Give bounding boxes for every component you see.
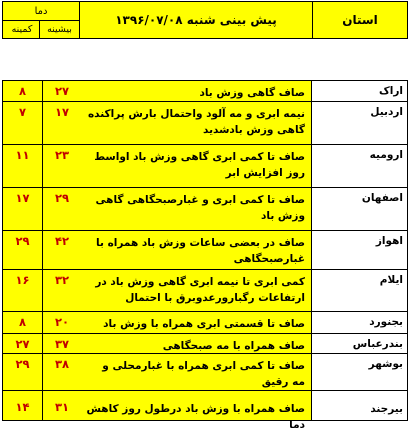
forecast-cell: صاف در بعضی ساعات وزش باد همراه با غبارصبحگاهی [79, 231, 311, 269]
province-cell: بیرجند [311, 391, 407, 420]
min-temp-cell: ۱۶ [3, 270, 42, 311]
province-cell: بوشهر [311, 354, 407, 390]
table-row [2, 312, 408, 334]
min-temp-cell: ۲۷ [3, 334, 42, 353]
min-temp-header: کمینه [11, 24, 33, 35]
max-temp-cell: ۳۸ [42, 354, 81, 390]
min-temp-cell: ۲۹ [3, 231, 42, 269]
max-temp-cell: ۲۷ [42, 81, 81, 101]
forecast-cell: صاف تا کمی ابری و غبارصبحگاهی گاهی وزش باد [79, 188, 311, 230]
max-temp-cell: ۳۱ [42, 391, 81, 420]
forecast-table [2, 80, 408, 431]
province-cell: بندرعباس [311, 334, 407, 353]
max-temp-cell: ۳۷ [42, 334, 81, 353]
forecast-title: پیش بینی شنبه ۱۳۹۶/۰۷/۰۸ [79, 1, 313, 39]
forecast-cell: کمی ابری تا نیمه ابری گاهی وزش باد در ارتفاعات رگبارورعدوبرق با احتمال [79, 270, 311, 311]
province-cell: اراک [311, 81, 407, 101]
table-row [2, 80, 408, 102]
table-row [2, 391, 408, 431]
max-temp-cell: ۲۹ [42, 188, 81, 230]
min-temp-cell: ۲۹ [3, 354, 42, 390]
forecast-cell: صاف گاهی وزش باد [79, 81, 311, 101]
max-temp-header: بیشینه [39, 20, 79, 39]
max-temp-cell: ۲۳ [42, 145, 81, 187]
min-temp-cell: ۱۴ [3, 391, 42, 420]
table-row [2, 231, 408, 270]
forecast-cell: صاف همراه با وزش باد درطول روز کاهش دما [79, 391, 311, 420]
max-temp-cell: ۱۷ [42, 102, 81, 144]
province-cell: اهواز [311, 231, 407, 269]
max-temp-cell: ۳۲ [42, 270, 81, 311]
max-temp-cell: ۲۰ [42, 312, 81, 333]
forecast-cell: صاف تا قسمتی ابری همراه با وزش باد [79, 312, 311, 333]
forecast-cell: صاف همراه با مه صبحگاهی [79, 334, 311, 353]
table-row [2, 102, 408, 145]
table-row [2, 334, 408, 354]
min-temp-cell: ۱۷ [3, 188, 42, 230]
forecast-cell: نیمه ابری و مه آلود واحتمال بارش پراکنده گاهی وزش بادشدید [79, 102, 311, 144]
temperature-header [2, 1, 80, 39]
table-row [2, 145, 408, 188]
forecast-cell: صاف تا کمی ابری همراه با غبارمحلی و مه رقیق [79, 354, 311, 390]
province-cell: ارومیه [311, 145, 407, 187]
max-temp-cell: ۴۲ [42, 231, 81, 269]
province-header: استان [312, 1, 408, 39]
table-header [2, 1, 408, 39]
province-cell: بجنورد [311, 312, 407, 333]
min-temp-cell: ۸ [3, 312, 42, 333]
province-cell: اردبیل [311, 102, 407, 144]
forecast-cell: صاف تا کمی ابری گاهی وزش باد اواسط روز افزایش ابر [79, 145, 311, 187]
min-temp-cell: ۸ [3, 81, 42, 101]
table-row [2, 354, 408, 391]
province-cell: ایلام [311, 270, 407, 311]
province-cell: اصفهان [311, 188, 407, 230]
temp-label: دما [3, 2, 79, 21]
min-temp-cell: ۱۱ [3, 145, 42, 187]
table-row [2, 188, 408, 231]
min-temp-cell: ۷ [3, 102, 42, 144]
table-row [2, 270, 408, 312]
